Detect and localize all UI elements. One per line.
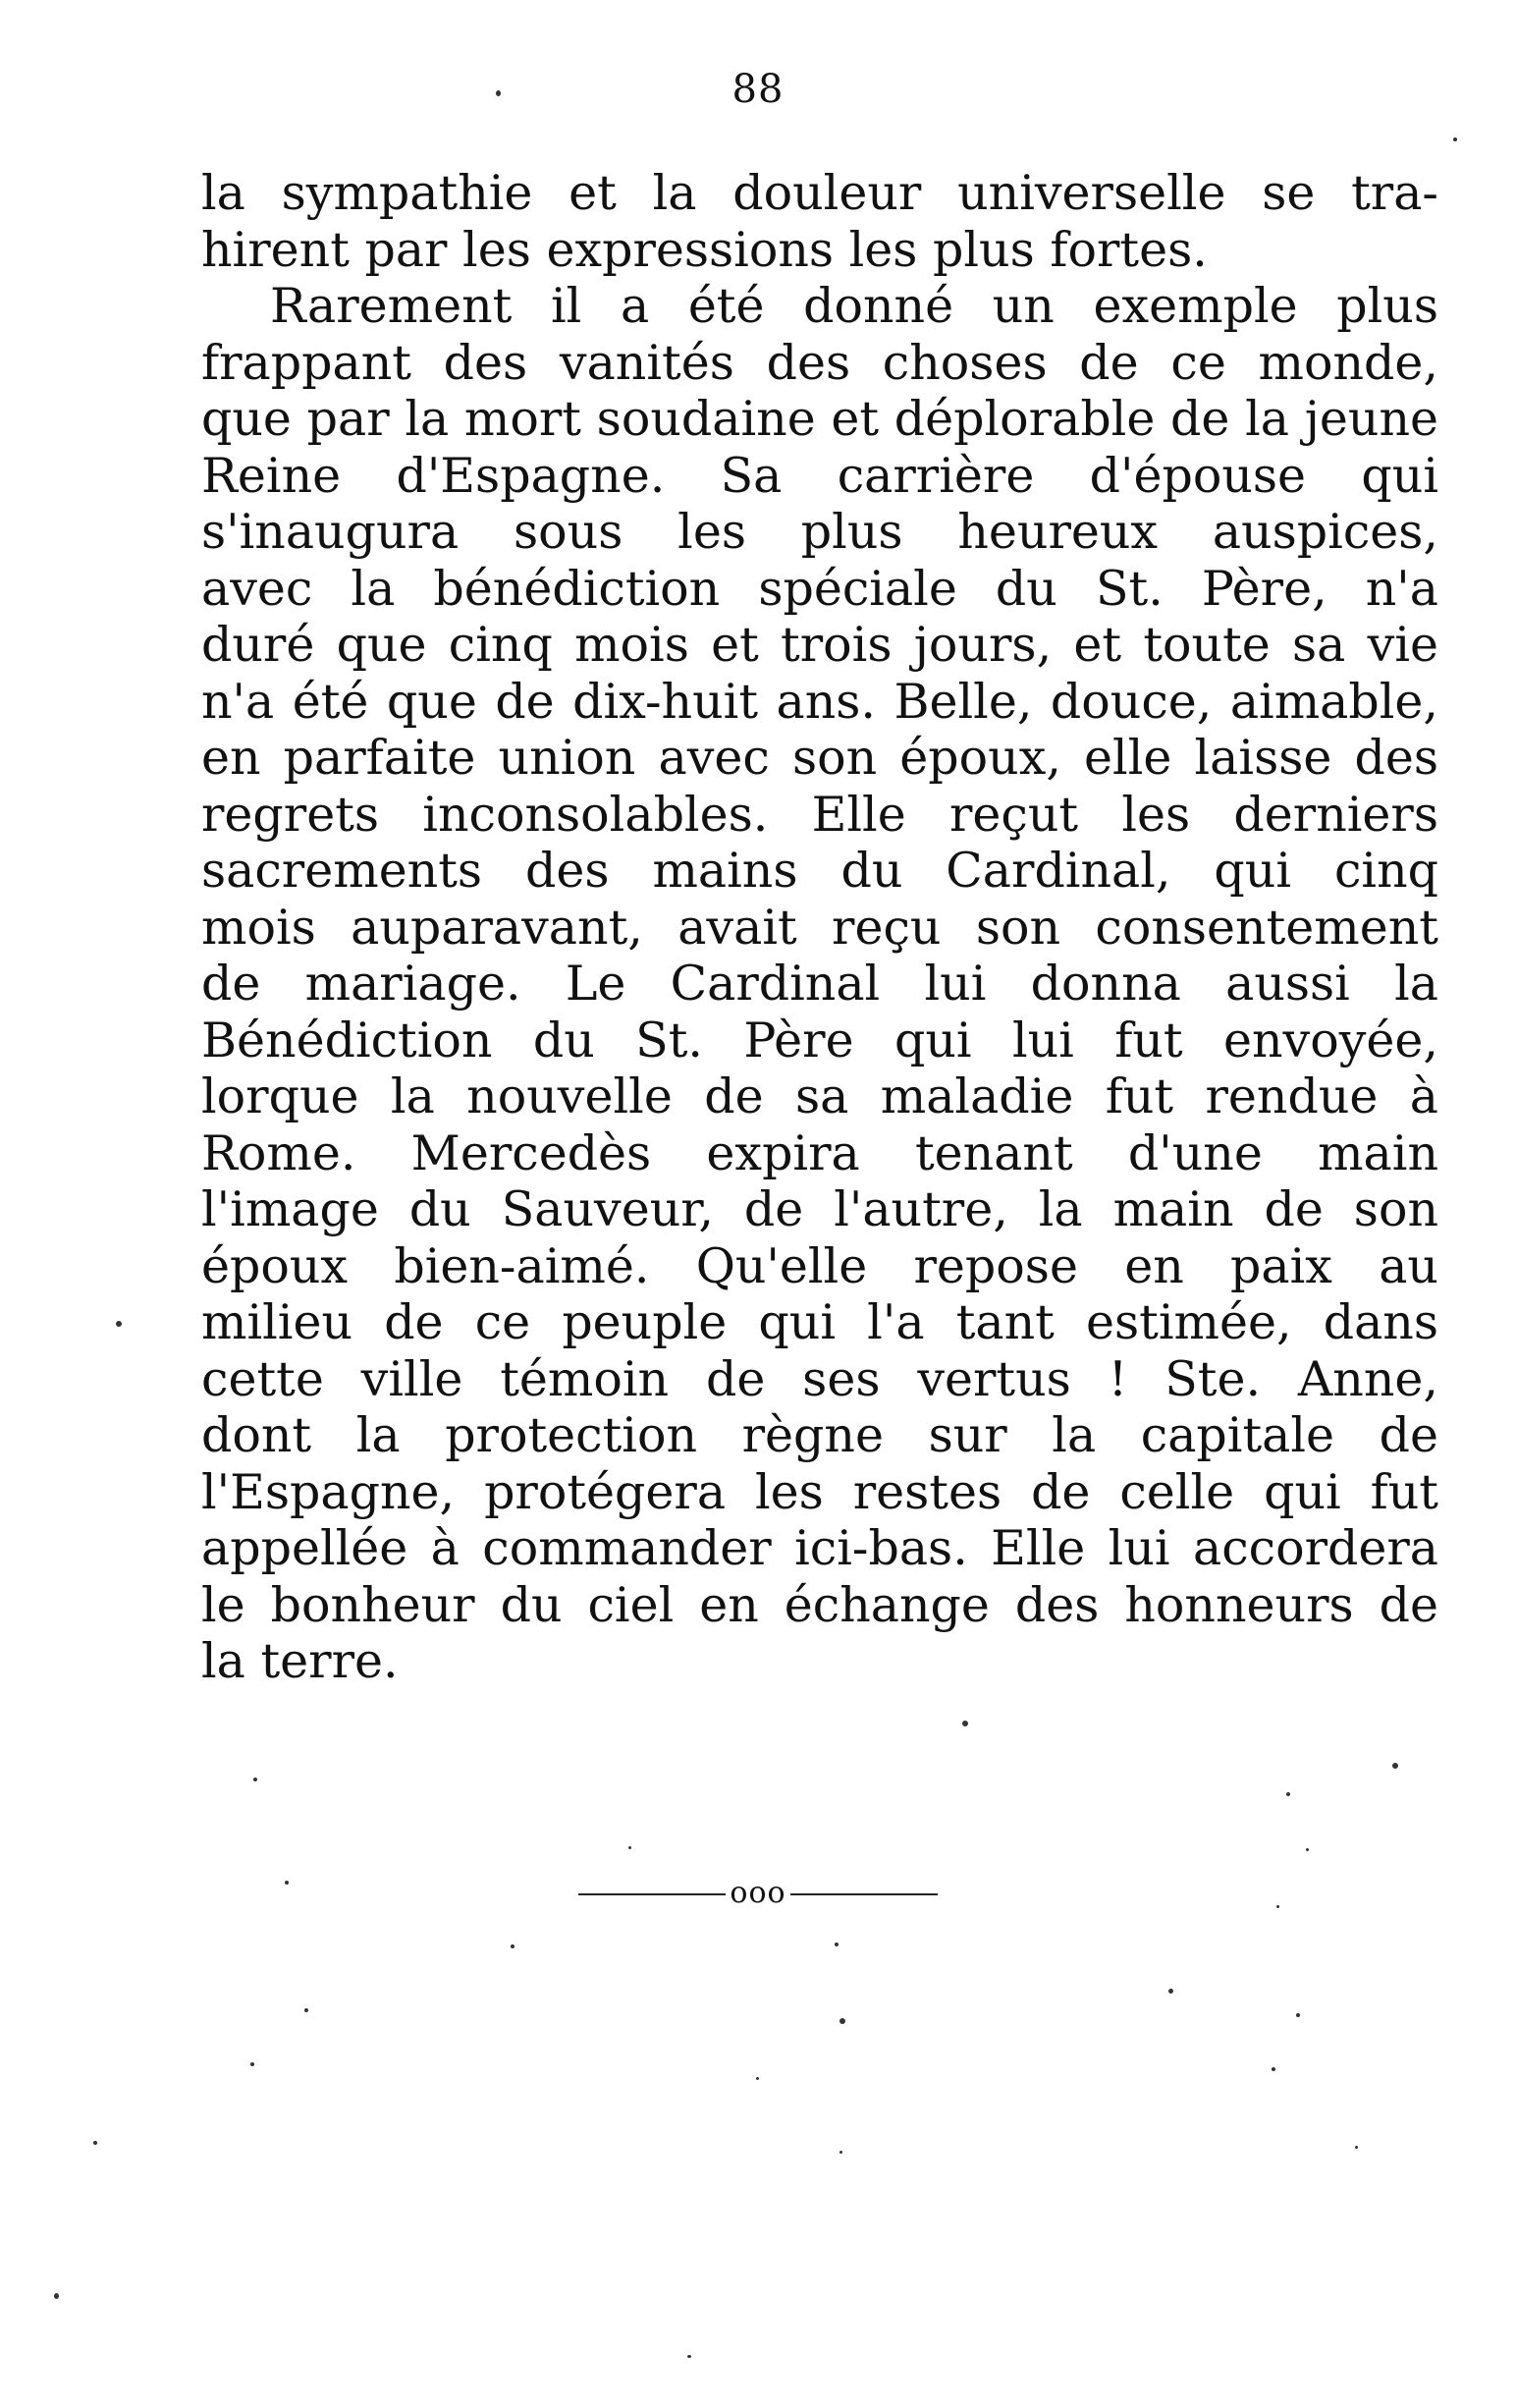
- speck: [756, 2077, 759, 2080]
- text-line: milieu de ce peuple qui l'a tant estimée, dans: [201, 1294, 1438, 1350]
- text-line: appellée à commander ici-bas. Elle lui accordera: [201, 1520, 1438, 1576]
- speck: [285, 1881, 289, 1885]
- text-line: de mariage. Le Cardinal lui donna aussi la: [201, 956, 1438, 1012]
- speck: [116, 1321, 122, 1327]
- speck: [687, 2355, 691, 2358]
- separator-rule-left: [578, 1893, 726, 1895]
- text-line: s'inaugura sous les plus heureux auspices,: [201, 504, 1438, 560]
- speck: [839, 2018, 845, 2024]
- speck: [1168, 1989, 1173, 1994]
- text-line: Reine d'Espagne. Sa carrière d'épouse qui: [201, 447, 1438, 504]
- text-line: frappant des vanités des choses de ce monde,: [201, 334, 1438, 391]
- speck: [54, 2293, 59, 2299]
- text-line: Rarement il a été donné un exemple plus: [270, 278, 1438, 334]
- speck: [835, 1943, 839, 1946]
- speck: [962, 1721, 968, 1726]
- text-line: Rome. Mercedès expira tenant d'une main: [201, 1124, 1438, 1181]
- text-line: sacrements des mains du Cardinal, qui cinq: [201, 843, 1438, 899]
- text-line: duré que cinq mois et trois jours, et toute sa vie: [201, 617, 1438, 673]
- text-line: le bonheur du ciel en échange des honneurs de: [201, 1576, 1438, 1633]
- speck: [1272, 2067, 1275, 2071]
- speck: [1355, 2146, 1358, 2149]
- separator-rule-right: [790, 1893, 938, 1895]
- text-line: la terre.: [201, 1633, 399, 1689]
- speck: [93, 2141, 97, 2145]
- speck: [511, 1944, 514, 1948]
- speck: [1286, 1792, 1290, 1796]
- section-separator: [0, 1876, 1516, 1910]
- text-line: en parfaite union avec son époux, elle laisse des: [201, 730, 1438, 786]
- text-line: l'Espagne, protégera les restes de celle qui fut: [201, 1463, 1438, 1520]
- body-text: [201, 165, 1438, 1690]
- speck: [1453, 137, 1457, 141]
- text-line: l'image du Sauveur, de l'autre, la main de son: [201, 1181, 1438, 1237]
- text-line: mois auparavant, avait reçu son consentement: [201, 899, 1438, 956]
- speck: [1306, 1848, 1309, 1851]
- text-line: regrets inconsolables. Elle reçut les derniers: [201, 786, 1438, 843]
- text-line: que par la mort soudaine et déplorable de la jeune: [201, 391, 1438, 447]
- text-line: Bénédiction du St. Père qui lui fut envoyée,: [201, 1012, 1438, 1068]
- speck: [304, 2008, 308, 2012]
- speck: [253, 1778, 257, 1781]
- speck: [839, 2151, 842, 2154]
- text-line: n'a été que de dix-huit ans. Belle, douce, aimable,: [201, 673, 1438, 730]
- text-line: avec la bénédiction spéciale du St. Père, n'a: [201, 560, 1438, 617]
- speck: [628, 1846, 631, 1849]
- text-line: époux bien-aimé. Qu'elle repose en paix au: [201, 1237, 1438, 1294]
- text-line: cette ville témoin de ses vertus ! Ste. Anne,: [201, 1350, 1438, 1407]
- text-line: hirent par les expressions les plus fortes.: [201, 221, 1208, 278]
- text-line: lorque la nouvelle de sa maladie fut rendue à: [201, 1068, 1438, 1124]
- speck: [1392, 1763, 1398, 1769]
- speck: [496, 90, 501, 96]
- page-number: 88: [731, 67, 785, 112]
- speck: [1296, 2013, 1300, 2017]
- text-line: dont la protection règne sur la capitale de: [201, 1407, 1438, 1463]
- text-line: la sympathie et la douleur universelle se tra-: [201, 165, 1438, 221]
- speck: [250, 2062, 254, 2066]
- speck: [1276, 1905, 1279, 1908]
- separator-ornament: ooo: [730, 1876, 786, 1910]
